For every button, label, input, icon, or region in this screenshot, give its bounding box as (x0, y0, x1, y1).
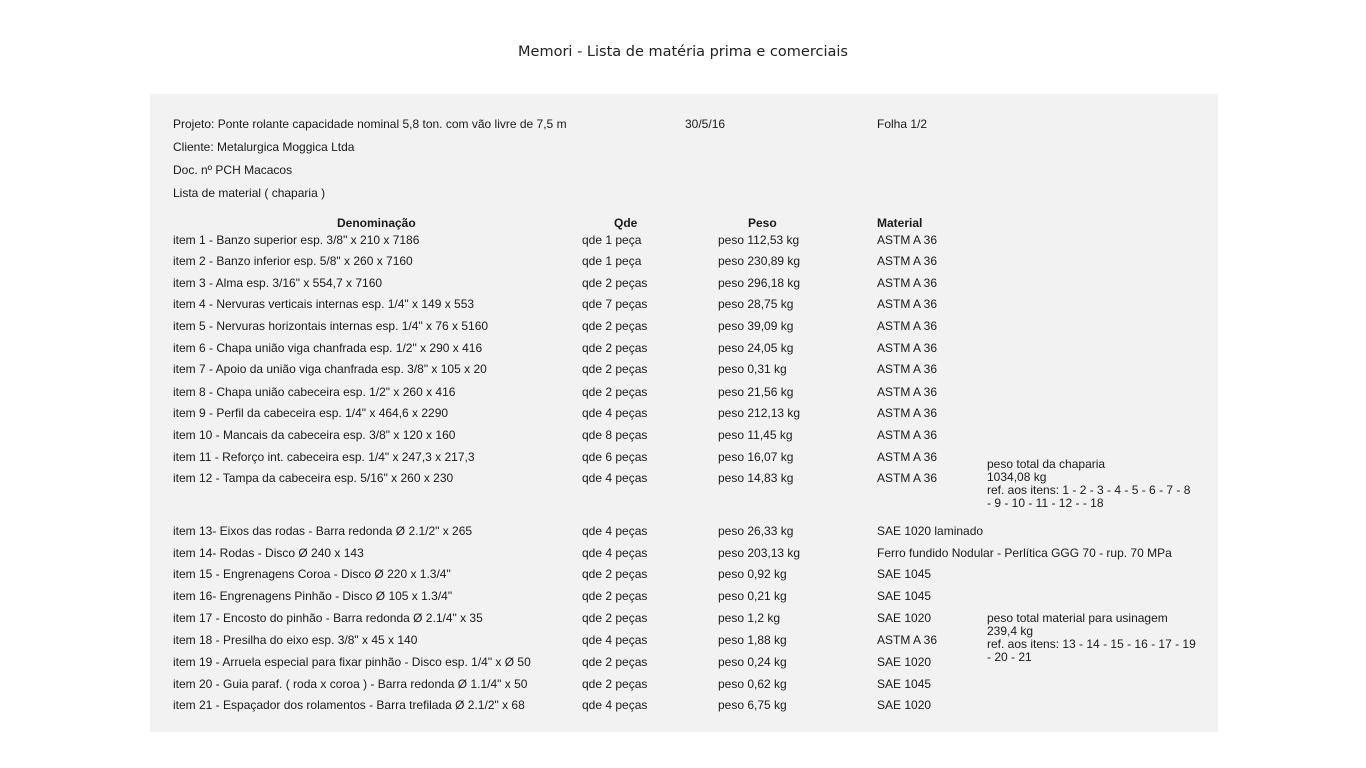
cell-qde: qde 1 peça (582, 233, 642, 247)
cell-peso: peso 28,75 kg (718, 297, 794, 311)
note-usinagem-total (987, 612, 1197, 664)
cell-material: ASTM A 36 (877, 362, 938, 376)
cell-material: ASTM A 36 (877, 341, 938, 355)
cell-denominacao: item 9 - Perfil da cabeceira esp. 1/4" x 464,6 x 2290 (173, 406, 449, 420)
cell-qde: qde 2 peças (582, 567, 648, 581)
cell-qde: qde 2 peças (582, 341, 648, 355)
cell-material: ASTM A 36 (877, 385, 938, 399)
cell-qde: qde 7 peças (582, 297, 648, 311)
cell-material: SAE 1020 (877, 698, 932, 712)
cell-material: ASTM A 36 (877, 297, 938, 311)
cell-qde: qde 8 peças (582, 428, 648, 442)
date-text: 30/5/16 (685, 117, 726, 131)
cell-denominacao: item 7 - Apoio da união viga chanfrada esp. 3/8" x 105 x 20 (173, 362, 487, 376)
cell-material: ASTM A 36 (877, 450, 938, 464)
cell-peso: peso 296,18 kg (718, 276, 801, 290)
cell-peso: peso 24,05 kg (718, 341, 794, 355)
cell-denominacao: item 10 - Mancais da cabeceira esp. 3/8" x 120 x 160 (173, 428, 456, 442)
column-header-denominacao: Denominação (337, 216, 416, 230)
cell-denominacao: item 15 - Engrenagens Coroa - Disco Ø 220 x 1.3/4" (173, 567, 451, 581)
cell-denominacao: item 1 - Banzo superior esp. 3/8" x 210 x 7186 (173, 233, 420, 247)
cell-peso: peso 39,09 kg (718, 319, 794, 333)
cell-qde: qde 1 peça (582, 254, 642, 268)
cell-peso: peso 0,24 kg (718, 655, 787, 669)
cell-material: ASTM A 36 (877, 254, 938, 268)
cell-peso: peso 26,33 kg (718, 524, 794, 538)
cell-denominacao: item 18 - Presilha do eixo esp. 3/8" x 45 x 140 (173, 633, 418, 647)
cell-peso: peso 0,21 kg (718, 589, 787, 603)
cell-material: ASTM A 36 (877, 406, 938, 420)
cell-denominacao: item 8 - Chapa união cabeceira esp. 1/2" x 260 x 416 (173, 385, 456, 399)
cell-peso: peso 21,56 kg (718, 385, 794, 399)
cell-material: ASTM A 36 (877, 276, 938, 290)
cell-qde: qde 4 peças (582, 471, 648, 485)
cell-peso: peso 11,45 kg (718, 428, 793, 442)
cell-denominacao: item 19 - Arruela especial para fixar pinhão - Disco esp. 1/4" x Ø 50 (173, 655, 531, 669)
cell-peso: peso 112,53 kg (718, 233, 800, 247)
cell-peso: peso 16,07 kg (718, 450, 794, 464)
cell-peso: peso 212,13 kg (718, 406, 801, 420)
cell-material: ASTM A 36 (877, 633, 938, 647)
cell-qde: qde 2 peças (582, 589, 648, 603)
cell-peso: peso 230,89 kg (718, 254, 801, 268)
column-header-material: Material (877, 216, 923, 230)
cell-qde: qde 2 peças (582, 611, 648, 625)
cell-peso: peso 203,13 kg (718, 546, 801, 560)
cell-qde: qde 4 peças (582, 406, 648, 420)
cell-material: SAE 1045 (877, 567, 932, 581)
column-header-peso: Peso (748, 216, 777, 230)
material-sheet (150, 94, 1218, 732)
cell-qde: qde 2 peças (582, 677, 648, 691)
cell-qde: qde 4 peças (582, 546, 648, 560)
cell-denominacao: item 16- Engrenagens Pinhão - Disco Ø 105 x 1.3/4" (173, 589, 453, 603)
cell-denominacao: item 20 - Guia paraf. ( roda x coroa ) - Barra redonda Ø 1.1/4" x 50 (173, 677, 528, 691)
cell-denominacao: item 12 - Tampa da cabeceira esp. 5/16" x 260 x 230 (173, 471, 454, 485)
cell-material: ASTM A 36 (877, 233, 938, 247)
cell-material: SAE 1020 (877, 655, 932, 669)
cell-denominacao: item 6 - Chapa união viga chanfrada esp. 1/2" x 290 x 416 (173, 341, 483, 355)
cell-material: ASTM A 36 (877, 319, 938, 333)
cell-denominacao: item 14- Rodas - Disco Ø 240 x 143 (173, 546, 364, 560)
cell-qde: qde 4 peças (582, 633, 648, 647)
cell-denominacao: item 17 - Encosto do pinhão - Barra redonda Ø 2.1/4" x 35 (173, 611, 483, 625)
cell-peso: peso 1,88 kg (718, 633, 787, 647)
cell-qde: qde 2 peças (582, 276, 648, 290)
cell-denominacao: item 5 - Nervuras horizontais internas esp. 1/4" x 76 x 5160 (173, 319, 489, 333)
cell-qde: qde 4 peças (582, 698, 648, 712)
cell-denominacao: item 11 - Reforço int. cabeceira esp. 1/4" x 247,3 x 217,3 (173, 450, 475, 464)
cell-peso: peso 14,83 kg (718, 471, 794, 485)
page-title: Memori - Lista de matéria prima e comerciais (518, 44, 848, 60)
cell-denominacao: item 3 - Alma esp. 3/16" x 554,7 x 7160 (173, 276, 383, 290)
cell-denominacao: item 21 - Espaçador dos rolamentos - Barra trefilada Ø 2.1/2" x 68 (173, 698, 525, 712)
cell-material: SAE 1045 (877, 589, 932, 603)
cell-material: SAE 1020 (877, 611, 932, 625)
cell-denominacao: item 13- Eixos das rodas - Barra redonda Ø 2.1/2" x 265 (173, 524, 473, 538)
cell-peso: peso 0,92 kg (718, 567, 787, 581)
column-header-qde: Qde (614, 216, 638, 230)
cell-denominacao: item 2 - Banzo inferior esp. 5/8" x 260 x 7160 (173, 254, 413, 268)
note-chaparia-total (987, 458, 1197, 510)
cell-material: SAE 1020 laminado (877, 524, 984, 538)
project-line: Projeto: Ponte rolante capacidade nominal 5,8 ton. com vão livre de 7,5 m (173, 117, 567, 131)
cell-material: ASTM A 36 (877, 428, 938, 442)
cell-material: ASTM A 36 (877, 471, 938, 485)
cell-qde: qde 2 peças (582, 385, 648, 399)
cell-denominacao: item 4 - Nervuras verticais internas esp. 1/4" x 149 x 553 (173, 297, 475, 311)
sheet-number: Folha 1/2 (877, 117, 928, 131)
cell-material: SAE 1045 (877, 677, 932, 691)
cell-qde: qde 2 peças (582, 319, 648, 333)
cell-qde: qde 2 peças (582, 655, 648, 669)
cell-peso: peso 1,2 kg (718, 611, 781, 625)
list-title: Lista de material ( chaparia ) (173, 186, 326, 200)
cell-qde: qde 6 peças (582, 450, 648, 464)
note-usinagem-text: peso total material para usinagem 239,4 kg ref. aos itens: 13 - 14 - 15 - 16 - 17 - 19 - 20 - 21 (987, 611, 1196, 664)
cell-peso: peso 0,31 kg (718, 362, 787, 376)
doc-line: Doc. nº PCH Macacos (173, 163, 293, 177)
cell-qde: qde 4 peças (582, 524, 648, 538)
cell-peso: peso 0,62 kg (718, 677, 787, 691)
client-line: Cliente: Metalurgica Moggica Ltda (173, 140, 355, 154)
note-chaparia-text: peso total da chaparia 1034,08 kg ref. aos itens: 1 - 2 - 3 - 4 - 5 - 6 - 7 - 8 - 9 - 10 - 11 - 12 - - 18 (987, 457, 1191, 510)
cell-material: Ferro fundido Nodular - Perlítica GGG 70 - rup. 70 MPa (877, 546, 1172, 560)
cell-peso: peso 6,75 kg (718, 698, 787, 712)
cell-qde: qde 2 peças (582, 362, 648, 376)
